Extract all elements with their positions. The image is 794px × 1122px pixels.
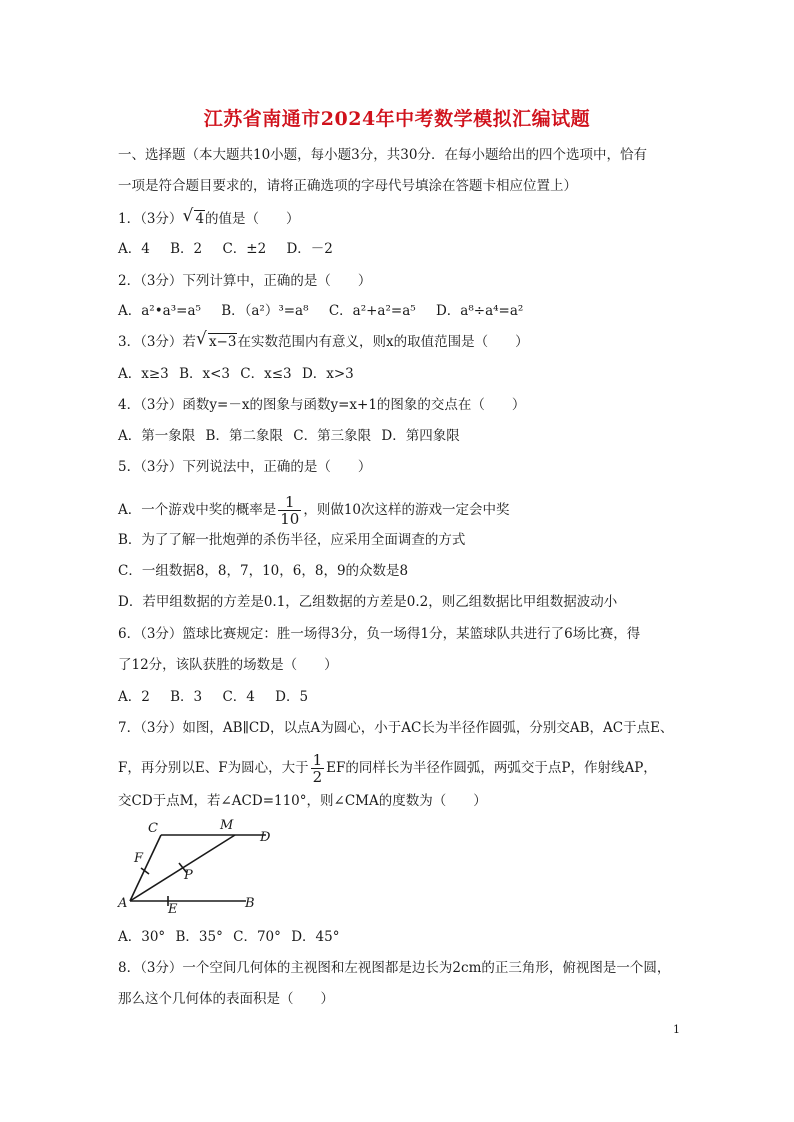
option-a: A．30° [118, 929, 166, 945]
option-c: C．70° [233, 929, 281, 945]
option-d: D．a⁸÷a⁴=a² [435, 303, 524, 319]
option-c: C．第三象限 [293, 428, 372, 444]
option-a-prefix: A．一个游戏中奖的概率是 [118, 502, 277, 518]
geometry-figure [112, 815, 272, 915]
question-3-options [118, 365, 698, 383]
radicand: 4 [195, 211, 205, 227]
label-p: P [184, 868, 193, 883]
question-7-line-2-prefix: F，再分别以E、F为圆心，大于 [118, 760, 309, 776]
question-6-line-1: 6．（3分）篮球比赛规定：胜一场得3分，负一场得1分，某篮球队共进行了6场比赛，得 [118, 626, 641, 642]
option-b: B．3 [170, 689, 203, 705]
question-7-line-1: 7．（3分）如图，AB∥CD，以点A为圆心，小于AC长为半径作圆弧，分别交AB，AC于点E、 [118, 720, 674, 736]
question-5-option-a [118, 494, 698, 527]
option-a: A．第一象限 [118, 428, 196, 444]
question-1-suffix: 的值是（ ） [205, 211, 300, 227]
fraction-one-tenth [278, 494, 301, 527]
question-7-line-2-suffix: EF的同样长为半径作圆弧，两弧交于点P，作射线AP， [326, 760, 657, 776]
label-m: M [220, 818, 234, 833]
option-d: D．5 [275, 689, 309, 705]
question-3-stem [118, 329, 698, 351]
fraction-denominator: 10 [280, 510, 300, 528]
question-5-option-b: B．为了了解一批炮弹的杀伤半径，应采用全面调查的方式 [118, 532, 466, 548]
radicand: x−3 [208, 334, 237, 350]
fraction-one-half [311, 752, 325, 785]
option-d: D．－2 [286, 241, 333, 257]
question-5-option-c: C．一组数据8，8，7，10，6，8，9的众数是8 [118, 563, 409, 579]
question-7-line-2 [118, 752, 698, 785]
question-2-options [118, 302, 698, 320]
question-6-options [118, 688, 698, 706]
fraction-numerator: 1 [312, 751, 323, 769]
label-c: C [148, 821, 158, 836]
fraction-denominator: 2 [312, 768, 323, 786]
question-1-options [118, 240, 698, 258]
question-1-stem [118, 206, 698, 228]
option-a: A．2 [118, 689, 150, 705]
question-7-options [118, 928, 698, 946]
section-instructions-line-2: 一项是符合题目要求的，请将正确选项的字母代号填涂在答题卡相应位置上） [118, 178, 577, 194]
option-d: D．45° [291, 929, 340, 945]
question-3-prefix: 3．（3分）若 [118, 334, 196, 350]
option-d: D．第四象限 [381, 428, 460, 444]
option-b: B．35° [175, 929, 223, 945]
option-c: C．4 [222, 689, 255, 705]
label-d: D [260, 830, 271, 845]
question-5-option-d: D．若甲组数据的方差是0.1，乙组数据的方差是0.2，则乙组数据比甲组数据波动小 [118, 594, 618, 610]
option-c: C．x≤3 [240, 366, 292, 382]
option-a: A．4 [118, 241, 150, 257]
question-7-line-3: 交CD于点M，若∠ACD=110°，则∠CMA的度数为（ ） [118, 793, 487, 809]
option-b: B．第二象限 [205, 428, 283, 444]
label-e: E [168, 902, 178, 915]
option-a-suffix: ，则做10次这样的游戏一定会中奖 [303, 502, 510, 518]
page-title: 江苏省南通市2024年中考数学模拟汇编试题 [203, 108, 591, 130]
option-d: D．x>3 [301, 366, 354, 382]
option-a: A．a²•a³=a⁵ [118, 303, 201, 319]
option-b: B．2 [170, 241, 203, 257]
label-a: A [118, 896, 128, 911]
option-c: C．±2 [222, 241, 267, 257]
option-a: A．x≥3 [118, 366, 169, 382]
section-instructions-line-1: 一、选择题（本大题共10小题，每小题3分，共30分．在每小题给出的四个选项中，恰有 [118, 147, 647, 163]
question-8-line-2: 那么这个几何体的表面积是（ ） [118, 991, 334, 1007]
question-1-prefix: 1．（3分） [118, 211, 183, 227]
page-number: 1 [673, 1023, 680, 1036]
sqrt-expression [195, 329, 238, 351]
question-3-suffix: 在实数范围内有意义，则x的取值范围是（ ） [237, 334, 529, 350]
option-b: B．（a²）³=a⁸ [221, 303, 309, 319]
option-b: B．x<3 [179, 366, 230, 382]
question-5-stem: 5．（3分）下列说法中，正确的是（ ） [118, 459, 372, 475]
label-b: B [245, 896, 255, 911]
question-6-line-2: 了12分，该队获胜的场数是（ ） [118, 657, 338, 673]
radical-sign-icon: √ [182, 206, 194, 226]
question-8-line-1: 8．（3分）一个空间几何体的主视图和左视图都是边长为2cm的正三角形，俯视图是一个圆， [118, 960, 671, 976]
question-2-stem: 2．（3分）下列计算中，正确的是（ ） [118, 273, 372, 289]
radical-sign-icon: √ [195, 329, 207, 349]
sqrt-expression [182, 206, 205, 228]
question-4-options [118, 427, 698, 445]
question-4-stem: 4．（3分）函数y=－x的图象与函数y=x+1的图象的交点在（ ） [118, 397, 526, 413]
label-f: F [134, 851, 144, 866]
fraction-numerator: 1 [278, 494, 301, 511]
option-c: C．a²+a²=a⁵ [328, 303, 416, 319]
